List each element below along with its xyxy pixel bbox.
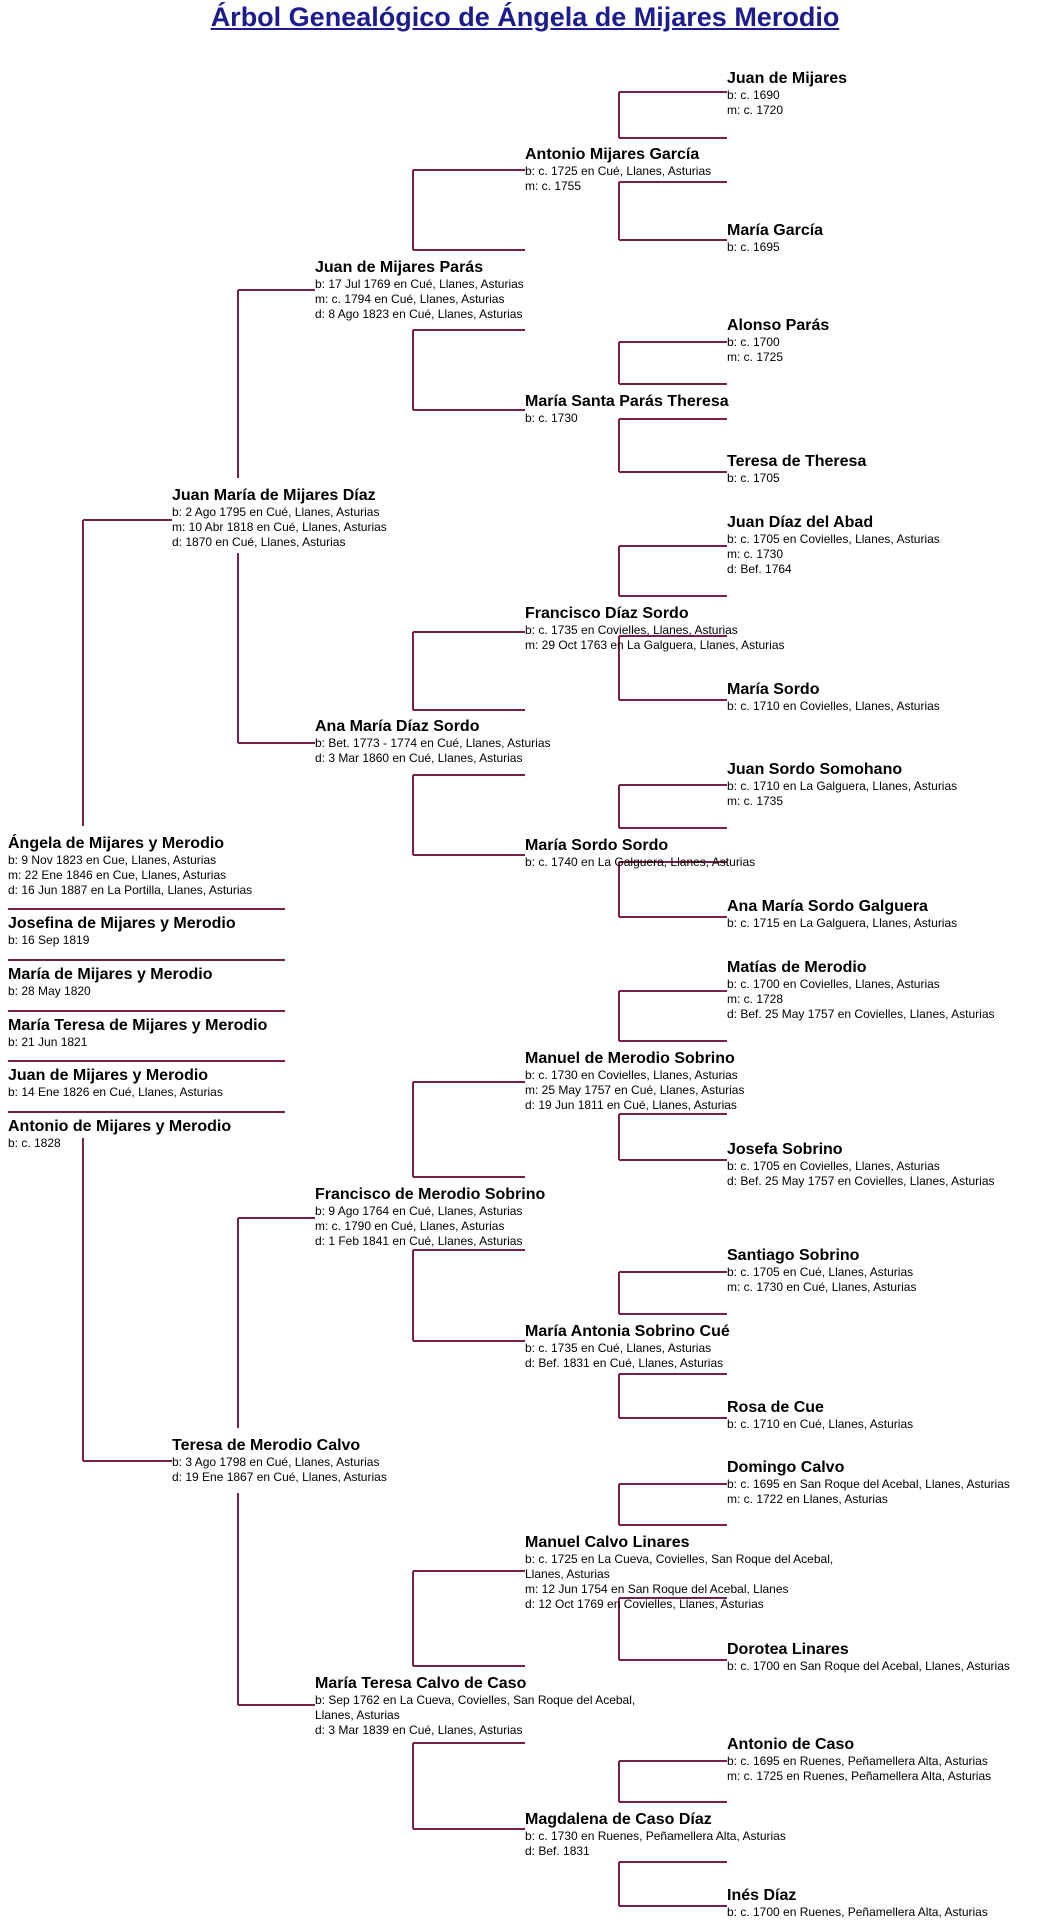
person-juan-de-mijares-paras: Juan de Mijares Parás b: 17 Jul 1769 en Cué, Llanes, Asturias m: c. 1794 en Cué, Llanes, Asturias d: 8 Ago 1823 en Cué, Llanes, Asturias	[315, 259, 524, 321]
person-ana-maria-sordo-galguera: Ana María Sordo Galguera b: c. 1715 en La Galguera, Llanes, Asturias	[727, 898, 958, 930]
person-antonio-de-mijares-y-merodio: Antonio de Mijares y Merodio b: c. 1828	[8, 1118, 232, 1150]
person-maria-sordo-sordo: María Sordo Sordo b: c. 1740 en La Galguera, Llanes, Asturias	[525, 837, 756, 869]
person-juan-maria-de-mijares-diaz: Juan María de Mijares Díaz b: 2 Ago 1795 en Cué, Llanes, Asturias m: 10 Abr 1818 en Cué, Llanes, Asturias d: 1870 en Cué, Llanes, Asturias	[172, 487, 387, 549]
sibling-separator	[8, 959, 285, 961]
person-juan-de-mijares: Juan de Mijares b: c. 1690 m: c. 1720	[727, 70, 848, 117]
person-rosa-de-cue: Rosa de Cue b: c. 1710 en Cué, Llanes, Asturias	[727, 1399, 914, 1431]
person-angela-de-mijares-y-merodio: Ángela de Mijares y Merodio b: 9 Nov 1823 en Cue, Llanes, Asturias m: 22 Ene 1846 en Cue, Llanes, Asturias d: 16 Jun 1887 en La Portilla, Llanes, Asturias	[8, 835, 253, 897]
person-maria-de-mijares-y-merodio: María de Mijares y Merodio b: 28 May 1820	[8, 966, 213, 998]
sibling-separator	[8, 1010, 285, 1012]
person-maria-teresa-calvo-de-caso: María Teresa Calvo de Caso b: Sep 1762 en La Cueva, Covielles, San Roque del Acebal, Llanes, Asturias d: 3 Mar 1839 en Cué, Llanes, Asturias	[315, 1675, 636, 1737]
person-francisco-diaz-sordo: Francisco Díaz Sordo b: c. 1735 en Covielles, Llanes, Asturias m: 29 Oct 1763 en La Galguera, Llanes, Asturias	[525, 605, 785, 652]
person-santiago-sobrino: Santiago Sobrino b: c. 1705 en Cué, Llanes, Asturias m: c. 1730 en Cué, Llanes, Asturias	[727, 1247, 917, 1294]
person-antonio-mijares-garcia: Antonio Mijares García b: c. 1725 en Cué, Llanes, Asturias m: c. 1755	[525, 146, 712, 193]
person-maria-sordo: María Sordo b: c. 1710 en Covielles, Llanes, Asturias	[727, 681, 940, 713]
person-ines-diaz: Inés Díaz b: c. 1700 en Ruenes, Peñamellera Alta, Asturias	[727, 1887, 988, 1919]
person-maria-teresa-de-mijares-y-merodio: María Teresa de Mijares y Merodio b: 21 Jun 1821	[8, 1017, 268, 1049]
person-maria-antonia-sobrino-cue: María Antonia Sobrino Cué b: c. 1735 en Cué, Llanes, Asturias d: Bef. 1831 en Cué, Llanes, Asturias	[525, 1323, 730, 1370]
person-juan-de-mijares-y-merodio: Juan de Mijares y Merodio b: 14 Ene 1826 en Cué, Llanes, Asturias	[8, 1067, 223, 1099]
page-title: Árbol Genealógico de Ángela de Mijares Merodio	[210, 2, 840, 32]
person-dorotea-linares: Dorotea Linares b: c. 1700 en San Roque del Acebal, Llanes, Asturias	[727, 1641, 1010, 1673]
person-josefa-sobrino: Josefa Sobrino b: c. 1705 en Covielles, Llanes, Asturias d: Bef. 25 May 1757 en Covielles, Llanes, Asturias	[727, 1141, 995, 1188]
person-francisco-de-merodio-sobrino: Francisco de Merodio Sobrino b: 9 Ago 1764 en Cué, Llanes, Asturias m: c. 1790 en Cué, Llanes, Asturias d: 1 Feb 1841 en Cué, Llanes, Asturias	[315, 1186, 546, 1248]
sibling-separator	[8, 1060, 285, 1062]
person-teresa-de-merodio-calvo: Teresa de Merodio Calvo b: 3 Ago 1798 en Cué, Llanes, Asturias d: 19 Ene 1867 en Cué, Llanes, Asturias	[172, 1437, 387, 1484]
person-magdalena-de-caso-diaz: Magdalena de Caso Díaz b: c. 1730 en Ruenes, Peñamellera Alta, Asturias d: Bef. 1831	[525, 1811, 786, 1858]
person-antonio-de-caso: Antonio de Caso b: c. 1695 en Ruenes, Peñamellera Alta, Asturias m: c. 1725 en Ruenes, Peñamellera Alta, Asturias	[727, 1736, 992, 1783]
person-josefina-de-mijares-y-merodio: Josefina de Mijares y Merodio b: 16 Sep 1819	[8, 915, 236, 947]
person-domingo-calvo: Domingo Calvo b: c. 1695 en San Roque del Acebal, Llanes, Asturias m: c. 1722 en Llanes, Asturias	[727, 1459, 1010, 1506]
person-manuel-de-merodio-sobrino: Manuel de Merodio Sobrino b: c. 1730 en Covielles, Llanes, Asturias m: 25 May 1757 en Cué, Llanes, Asturias d: 19 Jun 1811 en Cué, Llanes, Asturias	[525, 1050, 745, 1112]
person-ana-maria-diaz-sordo: Ana María Díaz Sordo b: Bet. 1773 - 1774 en Cué, Llanes, Asturias d: 3 Mar 1860 en Cué, Llanes, Asturias	[315, 718, 551, 765]
person-maria-santa-paras-theresa: María Santa Parás Theresa b: c. 1730	[525, 393, 729, 425]
person-alonso-paras: Alonso Parás b: c. 1700 m: c. 1725	[727, 317, 830, 364]
sibling-separator	[8, 908, 285, 910]
person-manuel-calvo-linares: Manuel Calvo Linares b: c. 1725 en La Cueva, Covielles, San Roque del Acebal, Llanes, Asturias m: 12 Jun 1754 en San Roque del Acebal, Llanes d: 12 Oct 1769 en Covielles, Llanes, Asturias	[525, 1534, 834, 1611]
person-maria-garcia: María García b: c. 1695	[727, 222, 824, 254]
person-juan-sordo-somohano: Juan Sordo Somohano b: c. 1710 en La Galguera, Llanes, Asturias m: c. 1735	[727, 761, 958, 808]
person-teresa-de-theresa: Teresa de Theresa b: c. 1705	[727, 453, 867, 485]
person-matias-de-merodio: Matías de Merodio b: c. 1700 en Covielles, Llanes, Asturias m: c. 1728 d: Bef. 25 May 1757 en Covielles, Llanes, Asturias	[727, 959, 995, 1021]
sibling-separator	[8, 1111, 285, 1113]
person-juan-diaz-del-abad: Juan Díaz del Abad b: c. 1705 en Covielles, Llanes, Asturias m: c. 1730 d: Bef. 1764	[727, 514, 940, 576]
